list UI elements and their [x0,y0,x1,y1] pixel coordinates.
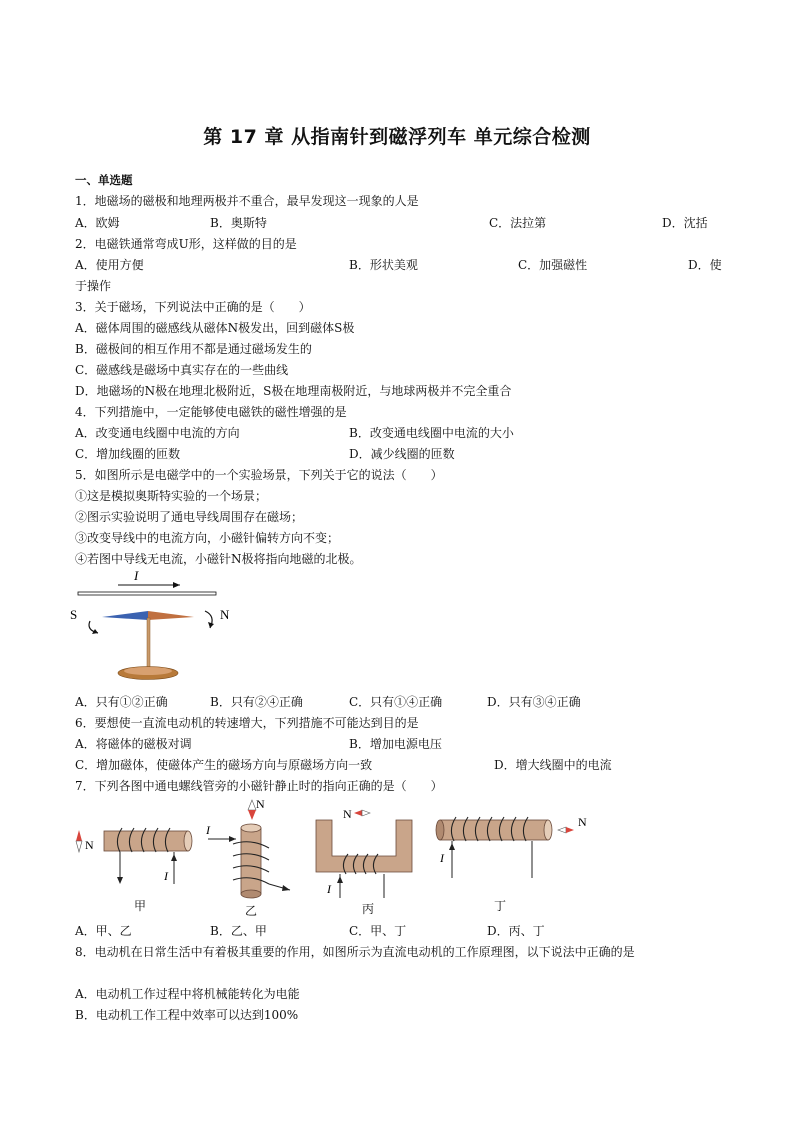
svg-text:I: I [440,851,444,865]
q7-option-d[interactable]: D．丙、丁 [487,924,545,938]
current-arrow-icon [173,582,180,588]
q6-option-d[interactable]: D．增大线圈中的电流 [494,758,612,772]
wire [78,592,216,595]
q7-option-b[interactable]: B．乙、甲 [210,924,267,938]
figure-ding [436,815,587,878]
q5-statement-1: ①这是模拟奥斯特实验的一个场景； [75,489,268,503]
q4-option-a[interactable]: A．改变通电线圈中电流的方向 [75,426,240,440]
q1-option-a[interactable]: A．欧姆 [75,216,120,230]
q5-option-b[interactable]: B．只有②④正确 [210,695,303,709]
solenoid-core [241,828,261,894]
q1-option-d[interactable]: D．沈括 [662,216,708,230]
svg-text:N: N [578,815,587,829]
q6-option-a[interactable]: A．将磁体的磁极对调 [75,737,192,751]
q5-option-c[interactable]: C．只有①④正确 [349,695,443,709]
figure-jia [76,828,192,884]
needle-south-half [102,611,148,620]
q8-option-b[interactable]: B．电动机工作工程中效率可以达到100% [75,1008,299,1022]
q6-option-c[interactable]: C．增加磁体，使磁体产生的磁场方向与原磁场方向一致 [75,758,373,772]
q7-stem: 7．下列各图中通电螺线管旁的小磁针静止时的指向正确的是（ ） [75,779,443,793]
q2-option-d[interactable]: D．使 [688,258,722,272]
page-title: 第 17 章 从指南针到磁浮列车 单元综合检测 [203,126,591,148]
section-heading: 一、单选题 [75,173,133,187]
needle-icon [248,800,256,810]
q1-stem: 1．地磁场的磁极和地理两极并不重合，最早发现这一现象的人是 [75,194,419,208]
caption-ding: 丁 [494,899,507,913]
q1-option-c[interactable]: C．法拉第 [489,216,547,230]
svg-text:N: N [85,838,94,852]
q5-option-a[interactable]: A．只有①②正确 [75,695,168,709]
q6-stem: 6．要想使一直流电动机的转速增大，下列措施不可能达到目的是 [75,716,419,730]
q1-option-b[interactable]: B．奥斯特 [210,216,267,230]
q3-option-c[interactable]: C．磁感线是磁场中真实存在的一些曲线 [75,363,289,377]
figure-bing [316,807,412,898]
q5-statement-3: ③改变导线中的电流方向，小磁针偏转方向不变； [75,531,340,545]
solenoid-core [440,820,548,840]
q3-option-d[interactable]: D．地磁场的N极在地理北极附近，S极在地理南极附近，与地球两极并不完全重合 [75,384,512,398]
current-label: I [134,568,139,583]
q3-option-a[interactable]: A．磁体周围的磁感线从磁体N极发出，回到磁体S极 [75,321,355,335]
q4-option-c[interactable]: C．增加线圈的匝数 [75,447,181,461]
needle-icon [76,830,82,841]
q7-solenoid-figures [68,796,598,914]
svg-text:I: I [206,823,210,837]
q5-oersted-figure [60,568,240,686]
caption-jia: 甲 [134,899,147,913]
q2-stem: 2．电磁铁通常弯成U形，这样做的目的是 [75,237,297,251]
needle-pivot [147,618,150,668]
q5-statement-4: ④若图中导线无电流，小磁针N极将指向地磁的北极。 [75,552,362,566]
q8-stem: 8．电动机在日常生活中有着极其重要的作用，如图所示为直流电动机的工作原理图，以下说法中正确的是 [75,945,635,959]
svg-text:N: N [343,807,352,821]
needle-north-half [148,611,194,620]
svg-text:N: N [256,797,265,811]
q7-option-a[interactable]: A．甲、乙 [75,924,132,938]
q4-stem: 4．下列措施中，一定能够使电磁铁的磁性增强的是 [75,405,347,419]
q2-option-b[interactable]: B．形状美观 [349,258,418,272]
q5-option-d[interactable]: D．只有③④正确 [487,695,581,709]
q8-option-a[interactable]: A．电动机工作过程中将机械能转化为电能 [75,987,300,1001]
q3-option-b[interactable]: B．磁极间的相互作用不都是通过磁场发生的 [75,342,312,356]
caption-bing: 丙 [362,902,375,916]
q7-option-c[interactable]: C．甲、丁 [349,924,407,938]
q2-option-c[interactable]: C．加强磁性 [518,258,588,272]
q5-stem: 5．如图所示是电磁学中的一个实验场景，下列关于它的说法（ ） [75,468,443,482]
q5-statement-2: ②图示实验说明了通电导线周围存在磁场； [75,510,304,524]
q3-stem: 3．关于磁场，下列说法中正确的是（ ） [75,300,311,314]
needle-icon [354,810,362,816]
svg-text:I: I [327,882,331,896]
q2-option-d-continued: 于操作 [75,279,112,293]
figure-yi [205,797,290,898]
needle-icon [558,827,566,833]
south-label: S [70,607,78,622]
q6-option-b[interactable]: B．增加电源电压 [349,737,442,751]
q4-option-b[interactable]: B．改变通电线圈中电流的大小 [349,426,514,440]
north-label: N [220,607,230,622]
caption-yi: 乙 [245,904,258,918]
svg-text:I: I [164,869,168,883]
q4-option-d[interactable]: D．减少线圈的匝数 [349,447,455,461]
q2-option-a[interactable]: A．使用方便 [75,258,144,272]
solenoid-core [104,831,188,851]
